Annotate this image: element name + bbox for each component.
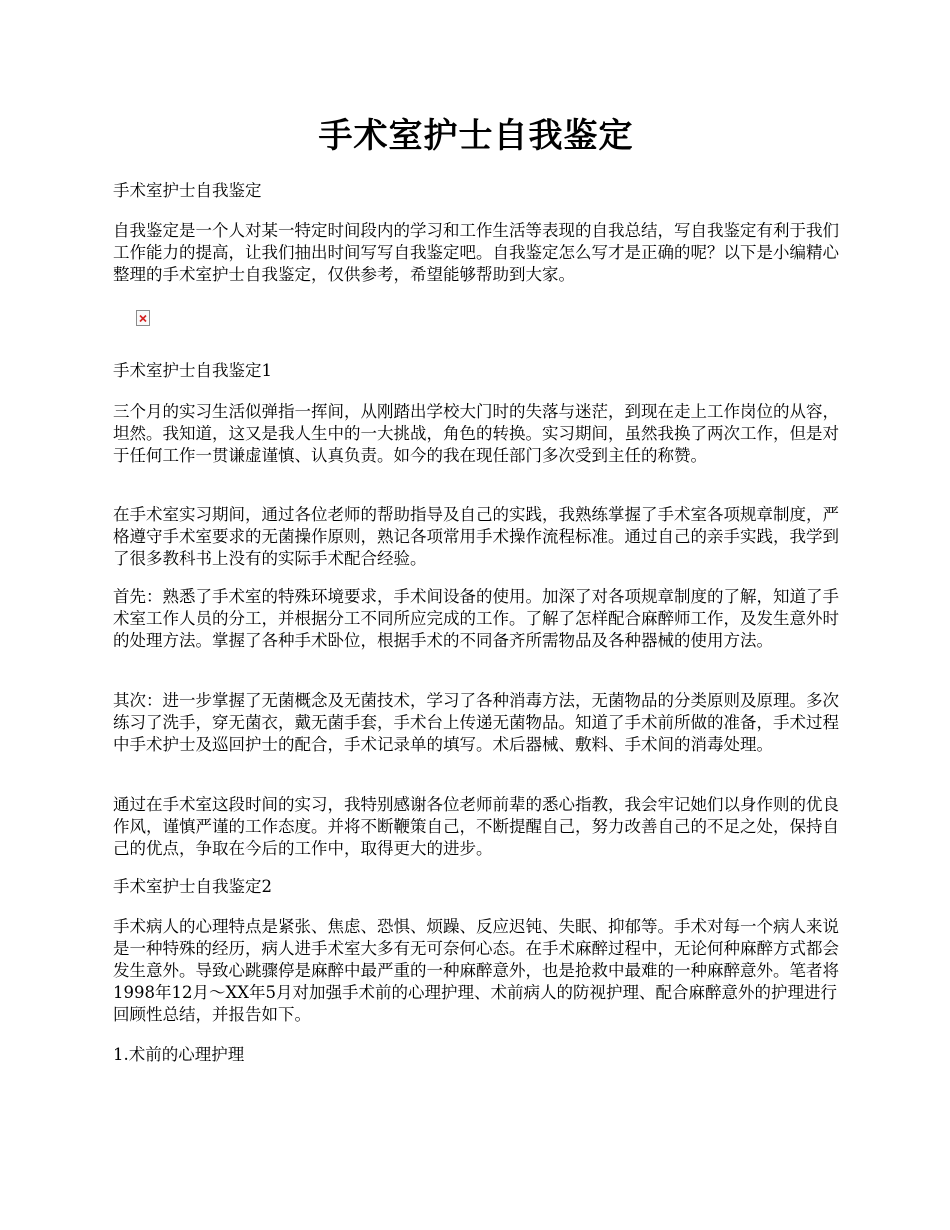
- section-1-paragraph-5: 通过在手术室这段时间的实习，我特别感谢各位老师前辈的悉心指教，我会牢记她们以身作则的优良作风，谨慎严谨的工作态度。并将不断鞭策自己，不断提醒自己，努力改善自己的不足之处，保持自己的优点，争取在今后的工作中，取得更大的进步。: [113, 795, 839, 858]
- page-title: 手术室护士自我鉴定: [318, 116, 634, 156]
- section-1-heading: 手术室护士自我鉴定1: [113, 361, 272, 380]
- section-1-paragraph-3: 首先：熟悉了手术室的特殊环境要求，手术间设备的使用。加深了对各项规章制度的了解，知道了手术室工作人员的分工，并根据分工不同所应完成的工作。了解了怎样配合麻醉师工作，及发生意外时的处理方法。掌握了各种手术卧位，根据手术的不同备齐所需物品及各种器械的使用方法。: [113, 587, 839, 650]
- section-2-heading: 手术室护士自我鉴定2: [113, 877, 272, 896]
- section-2-subheading: 1.术前的心理护理: [113, 1045, 245, 1064]
- broken-image-icon: [136, 310, 150, 326]
- section-1-paragraph-1: 三个月的实习生活似弹指一挥间，从刚踏出学校大门时的失落与迷茫，到现在走上工作岗位的从容，坦然。我知道，这又是我人生中的一大挑战，角色的转换。实习期间，虽然我换了两次工作，但是对于任何工作一贯谦虚谨慎、认真负责。如今的我在现任部门多次受到主任的称赞。: [113, 402, 839, 465]
- document-subtitle: 手术室护士自我鉴定: [113, 181, 262, 200]
- section-2-paragraph-1: 手术病人的心理特点是紧张、焦虑、恐惧、烦躁、反应迟钝、失眠、抑郁等。手术对每一个病人来说是一种特殊的经历，病人进手术室大多有无可奈何心态。在手术麻醉过程中，无论何种麻醉方式都会发生意外。导致心跳骤停是麻醉中最严重的一种麻醉意外，也是抢救中最难的一种麻醉意外。笔者将1998年12月～XX年5月对加强手术前的心理护理、术前病人的防视护理、配合麻醉意外的护理进行回顾性总结，并报告如下。: [113, 917, 839, 1024]
- section-1-paragraph-4: 其次：进一步掌握了无菌概念及无菌技术，学习了各种消毒方法，无菌物品的分类原则及原理。多次练习了洗手，穿无菌衣，戴无菌手套，手术台上传递无菌物品。知道了手术前所做的准备，手术过程中手术护士及巡回护士的配合，手术记录单的填写。术后器械、敷料、手术间的消毒处理。: [113, 691, 839, 754]
- section-1-paragraph-2: 在手术室实习期间，通过各位老师的帮助指导及自己的实践，我熟练掌握了手术室各项规章制度，严格遵守手术室要求的无菌操作原则，熟记各项常用手术操作流程标准。通过自己的亲手实践，我学到了很多教科书上没有的实际手术配合经验。: [113, 505, 839, 568]
- intro-paragraph: 自我鉴定是一个人对某一特定时间段内的学习和工作生活等表现的自我总结，写自我鉴定有利于我们工作能力的提高，让我们抽出时间写写自我鉴定吧。自我鉴定怎么写才是正确的呢？以下是小编精心整理的手术室护士自我鉴定，仅供参考，希望能够帮助到大家。: [113, 221, 839, 284]
